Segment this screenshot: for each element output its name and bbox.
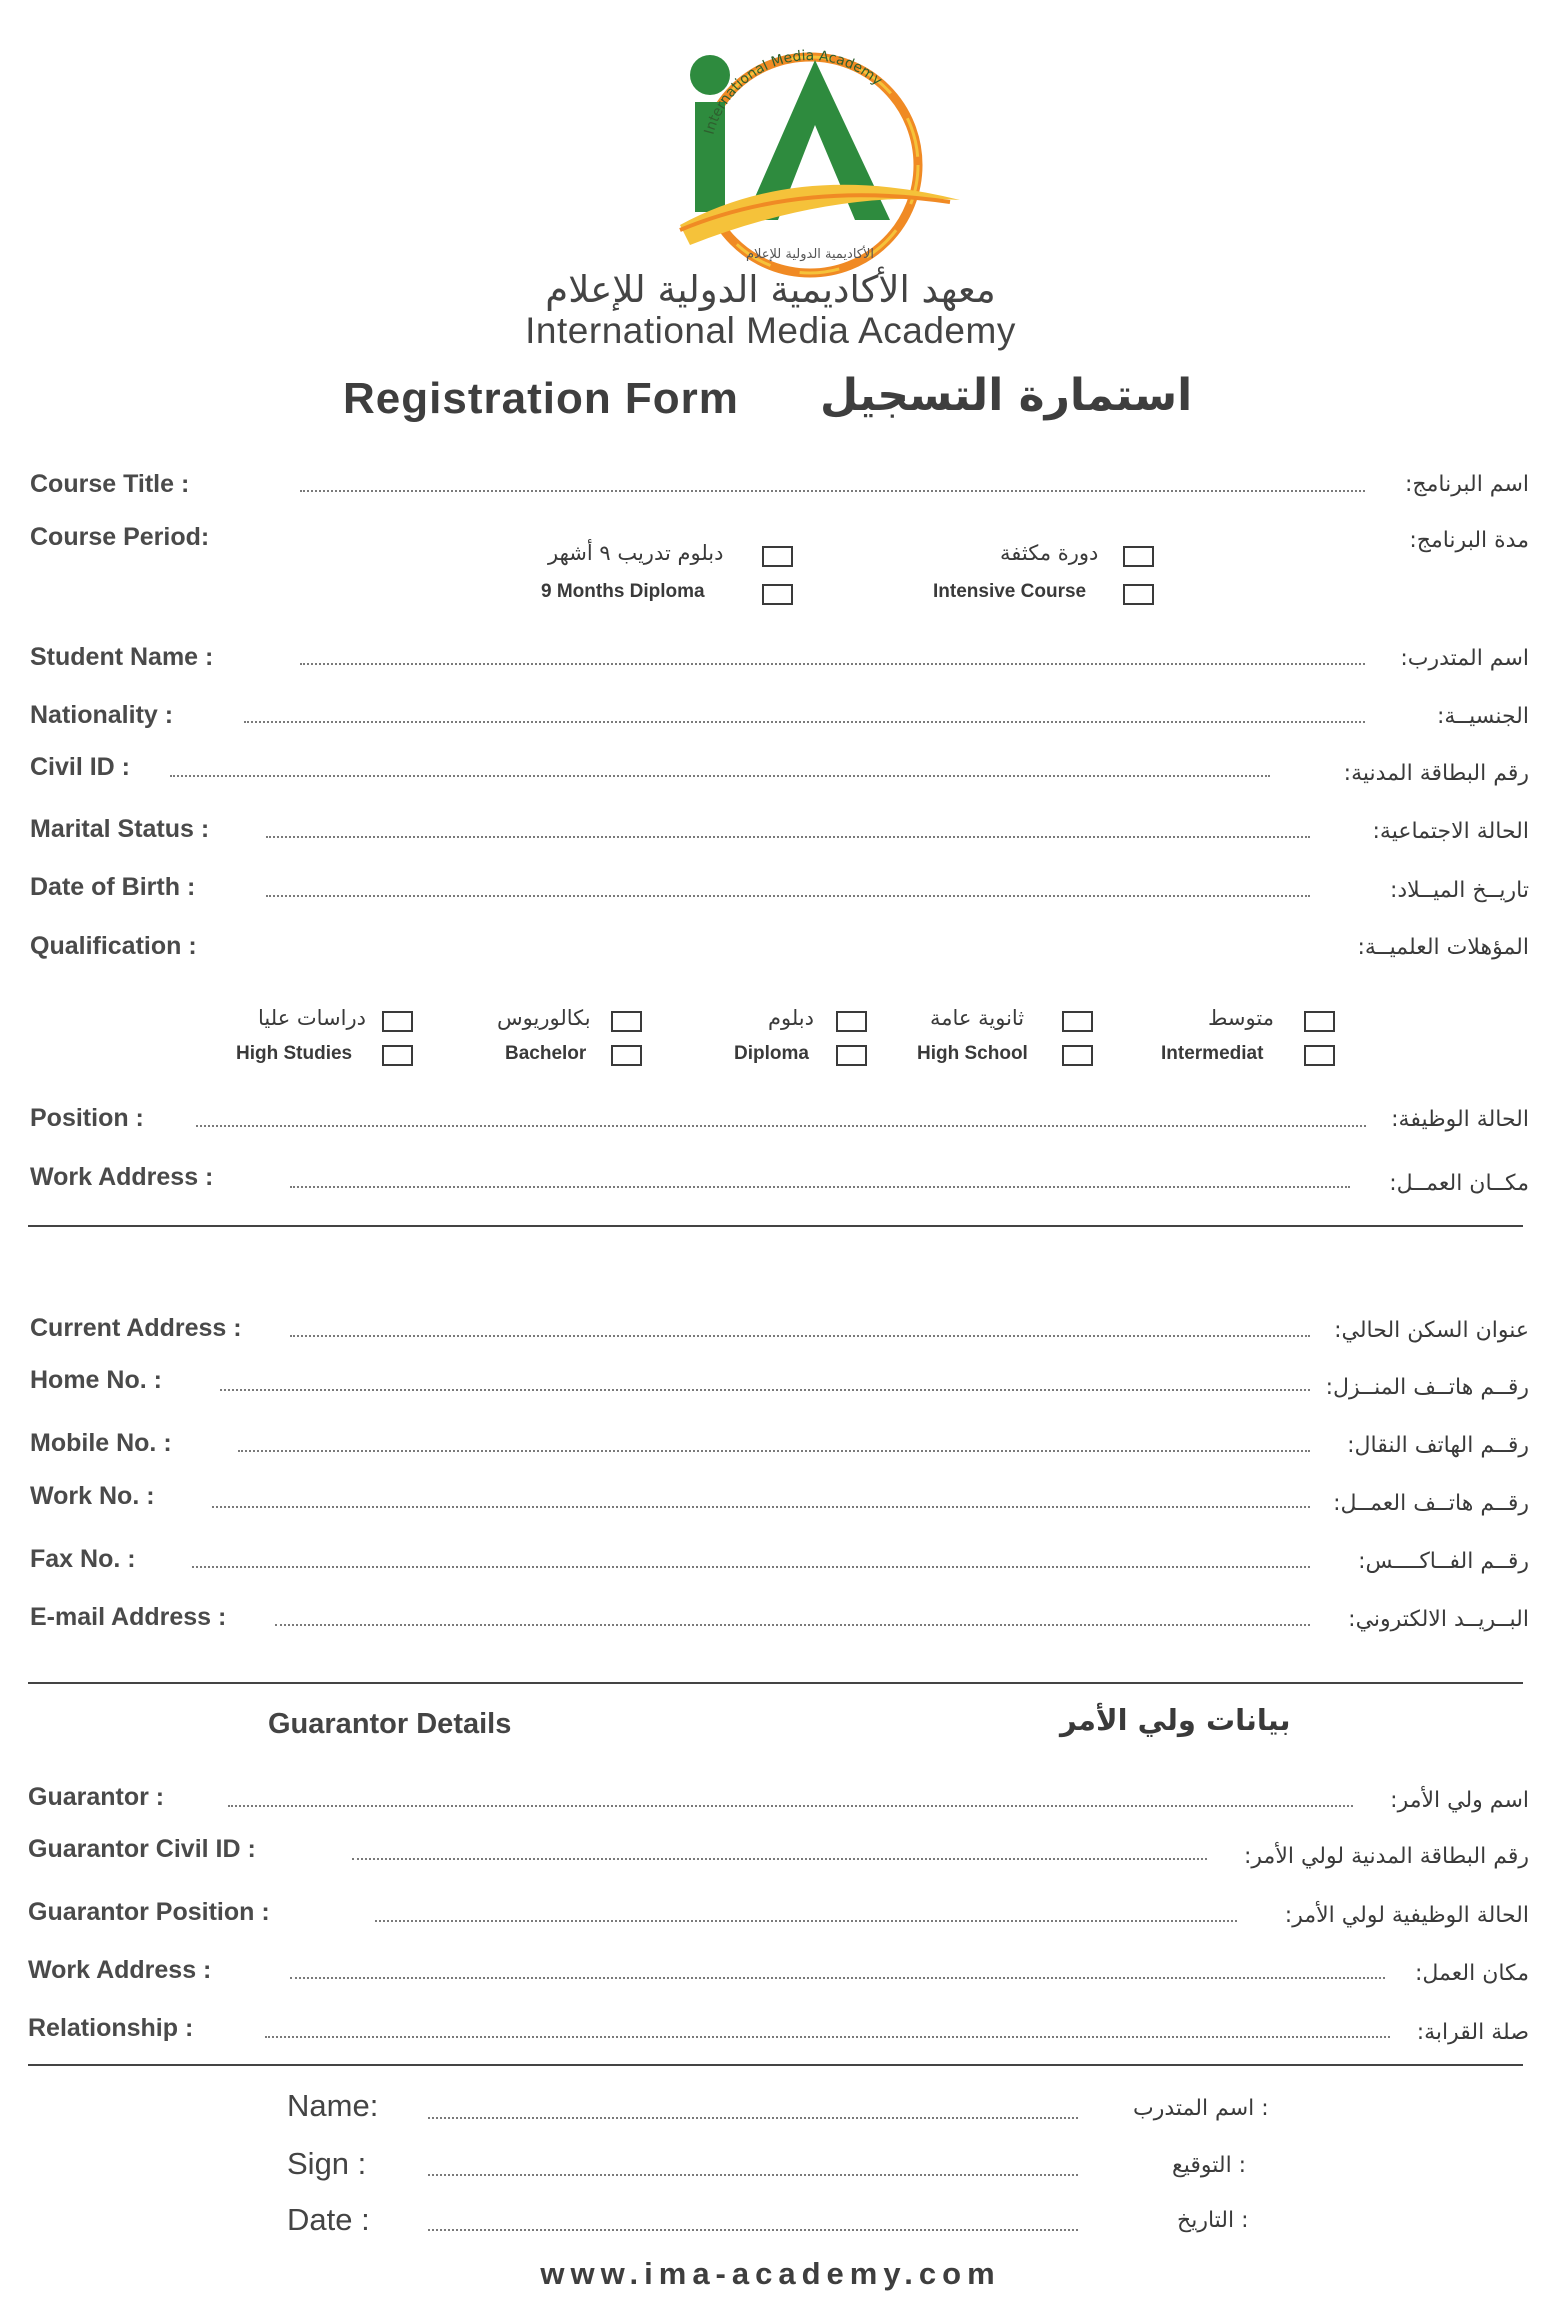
home-no-label: Home No. :	[30, 1366, 162, 1394]
svg-text:الأكاديمية الدولية للإعلام: الأكاديمية الدولية للإعلام	[745, 247, 875, 262]
student-name-label-ar: اسم المتدرب:	[1400, 646, 1529, 671]
sign-label: Sign :	[287, 2146, 367, 2181]
work-no-field[interactable]	[212, 1506, 1310, 1508]
checkbox-high-school[interactable]	[1062, 1045, 1093, 1066]
current-address-field[interactable]	[290, 1335, 1310, 1337]
option-intermediat-en: Intermediat	[1161, 1043, 1264, 1064]
civil-id-label: Civil ID :	[30, 753, 131, 781]
marital-status-label-ar: الحالة الاجتماعية:	[1372, 819, 1529, 844]
course-period-label: Course Period:	[30, 523, 210, 551]
guarantor-civil-id-label-ar: رقم البطاقة المدنية لولي الأمر:	[1243, 1844, 1529, 1869]
mobile-no-field[interactable]	[238, 1450, 1310, 1452]
website-footer[interactable]: www.ima-academy.com	[540, 2256, 1001, 2291]
work-no-label: Work No. :	[30, 1482, 155, 1510]
option-diploma-en: Diploma	[734, 1043, 809, 1064]
option-9-months-en: 9 Months Diploma	[541, 581, 705, 602]
date-label: Date :	[287, 2202, 370, 2237]
relationship-label-ar: صلة القرابة:	[1416, 2020, 1529, 2045]
guarantor-position-label: Guarantor Position :	[28, 1898, 270, 1926]
academy-logo	[650, 40, 970, 280]
course-title-label: Course Title :	[30, 470, 190, 498]
option-high-studies-ar: دراسات عليا	[258, 1006, 366, 1030]
option-bachelor-en: Bachelor	[505, 1043, 587, 1064]
civil-id-label-ar: رقم البطاقة المدنية:	[1343, 761, 1529, 786]
checkbox-9-months-ar[interactable]	[762, 546, 793, 567]
work-no-label-ar: رقــم هاتــف العمــل:	[1333, 1491, 1529, 1516]
option-high-studies-en: High Studies	[236, 1043, 353, 1064]
date-of-birth-label: Date of Birth :	[30, 873, 196, 901]
option-diploma-ar: دبلوم	[768, 1006, 814, 1030]
mobile-no-label-ar: رقــم الهاتف النقال:	[1347, 1433, 1529, 1458]
civil-id-field[interactable]	[170, 775, 1270, 777]
institute-name-ar: معهد الأكاديمية الدولية للإعلام	[545, 268, 996, 311]
fax-no-field[interactable]	[192, 1566, 1310, 1568]
student-name-label: Student Name :	[30, 643, 214, 671]
email-label-ar: البــريــد الالكتروني:	[1348, 1607, 1529, 1632]
work-address-field[interactable]	[290, 1186, 1350, 1188]
work-address-label-ar: مكــان العمــل:	[1389, 1171, 1529, 1196]
student-name-field[interactable]	[300, 663, 1365, 665]
date-of-birth-field[interactable]	[266, 895, 1310, 897]
checkbox-high-school-ar[interactable]	[1062, 1011, 1093, 1032]
svg-text:International Media Academy: International Media Academy	[701, 47, 886, 137]
section-divider-3	[28, 2064, 1523, 2066]
relationship-label: Relationship :	[28, 2014, 194, 2042]
email-field[interactable]	[275, 1624, 1310, 1626]
guarantor-work-address-label-ar: مكان العمل:	[1414, 1961, 1529, 1986]
name-label-ar: اسم المتدرب :	[1133, 2096, 1269, 2121]
option-9-months-ar: دبلوم تدريب ٩ أشهر	[548, 541, 724, 565]
marital-status-label: Marital Status :	[30, 815, 210, 843]
option-intermediat-ar: متوسط	[1208, 1006, 1274, 1030]
guarantor-label-ar: اسم ولي الأمر:	[1390, 1788, 1529, 1813]
email-label: E-mail Address :	[30, 1603, 227, 1631]
checkbox-intermediat[interactable]	[1304, 1045, 1335, 1066]
guarantor-position-field[interactable]	[375, 1920, 1237, 1922]
checkbox-9-months[interactable]	[762, 584, 793, 605]
fax-no-label: Fax No. :	[30, 1545, 136, 1573]
guarantor-civil-id-field[interactable]	[352, 1858, 1207, 1860]
option-bachelor-ar: بكالوريوس	[497, 1006, 591, 1030]
current-address-label: Current Address :	[30, 1314, 242, 1342]
course-period-label-ar: مدة البرنامج:	[1409, 528, 1529, 553]
section-divider-2	[28, 1682, 1523, 1684]
nationality-label: Nationality :	[30, 701, 174, 729]
fax-no-label-ar: رقــم الفــاكــــس:	[1358, 1549, 1529, 1574]
guarantor-heading-en: Guarantor Details	[268, 1708, 512, 1740]
nationality-field[interactable]	[244, 721, 1365, 723]
marital-status-field[interactable]	[266, 836, 1310, 838]
mobile-no-label: Mobile No. :	[30, 1429, 172, 1457]
position-label-ar: الحالة الوظيفة:	[1391, 1107, 1529, 1132]
sign-field[interactable]	[428, 2174, 1078, 2176]
checkbox-intensive-ar[interactable]	[1123, 546, 1154, 567]
course-title-label-ar: اسم البرنامج:	[1405, 472, 1529, 497]
option-high-school-en: High School	[917, 1043, 1028, 1064]
option-intensive-en: Intensive Course	[933, 581, 1087, 602]
checkbox-high-studies-ar[interactable]	[382, 1011, 413, 1032]
guarantor-work-address-label: Work Address :	[28, 1956, 212, 1984]
guarantor-position-label-ar: الحالة الوظيفية لولي الأمر:	[1284, 1903, 1529, 1928]
course-title-field[interactable]	[300, 490, 1365, 492]
qualification-label: Qualification :	[30, 932, 197, 960]
checkbox-intermediat-ar[interactable]	[1304, 1011, 1335, 1032]
option-intensive-ar: دورة مكثفة	[1000, 541, 1099, 565]
guarantor-civil-id-label: Guarantor Civil ID :	[28, 1835, 256, 1863]
institute-name-en: International Media Academy	[525, 310, 1016, 351]
checkbox-intensive[interactable]	[1123, 584, 1154, 605]
checkbox-diploma-ar[interactable]	[836, 1011, 867, 1032]
home-no-label-ar: رقــم هاتــف المنــزل:	[1325, 1375, 1529, 1400]
name-label: Name:	[287, 2088, 379, 2123]
name-field[interactable]	[428, 2117, 1078, 2119]
date-of-birth-label-ar: تاريــخ الميــلاد:	[1389, 878, 1529, 903]
nationality-label-ar: الجنسيــة:	[1436, 704, 1529, 729]
work-address-label: Work Address :	[30, 1163, 214, 1191]
guarantor-work-address-field[interactable]	[290, 1977, 1385, 1979]
section-divider-1	[28, 1225, 1523, 1227]
checkbox-bachelor-ar[interactable]	[611, 1011, 642, 1032]
relationship-field[interactable]	[265, 2036, 1390, 2038]
option-high-school-ar: ثانوية عامة	[930, 1006, 1025, 1030]
date-label-ar: التاريخ :	[1177, 2208, 1249, 2233]
position-field[interactable]	[196, 1125, 1366, 1127]
checkbox-high-studies[interactable]	[382, 1045, 413, 1066]
sign-label-ar: التوقيع :	[1172, 2153, 1247, 2178]
position-label: Position :	[30, 1104, 144, 1132]
home-no-field[interactable]	[220, 1389, 1310, 1391]
guarantor-field[interactable]	[228, 1805, 1353, 1807]
guarantor-label: Guarantor :	[28, 1783, 165, 1811]
checkbox-diploma[interactable]	[836, 1045, 867, 1066]
qualification-label-ar: المؤهلات العلميــة:	[1357, 935, 1529, 960]
guarantor-heading-ar: بيانات ولي الأمر	[1060, 1703, 1291, 1737]
form-title-ar: استمارة التسجيل	[820, 370, 1193, 421]
date-field[interactable]	[428, 2229, 1078, 2231]
current-address-label-ar: عنوان السكن الحالي:	[1334, 1318, 1529, 1343]
form-title-en: Registration Form	[343, 374, 739, 423]
checkbox-bachelor[interactable]	[611, 1045, 642, 1066]
